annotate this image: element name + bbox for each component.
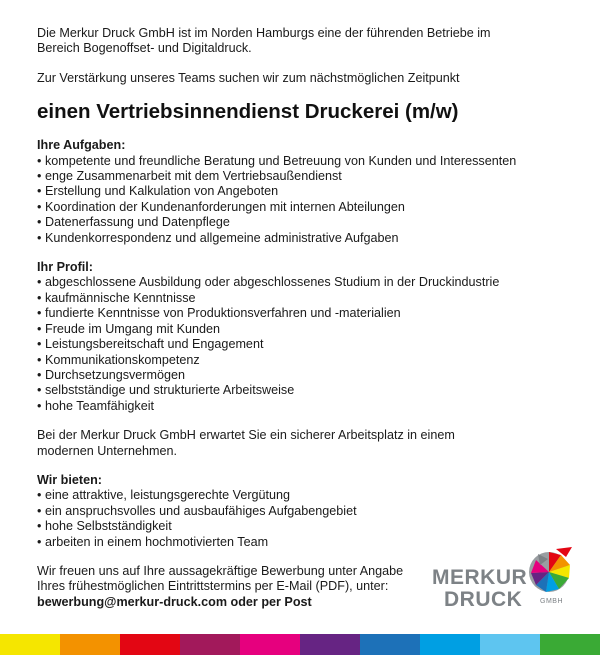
list-item: • Koordination der Kundenanforderungen mit internen Abteilungen [37, 199, 405, 214]
closing-line: Ihres frühestmöglichen Eintrittstermins per E-Mail (PDF), unter: [37, 579, 389, 594]
tasks-title: Ihre Aufgaben: [37, 138, 126, 153]
list-item: • Durchsetzungsvermögen [37, 367, 186, 382]
list-item: • kaufmännische Kenntnisse [37, 290, 196, 305]
application-email: bewerbung@merkur-druck.com oder per Post [37, 594, 312, 609]
list-item: • Erstellung und Kalkulation von Angeboten [37, 184, 279, 199]
color-stripe-segment [120, 634, 180, 655]
intro-line: Bereich Bogenoffset- und Digitaldruck. [37, 41, 252, 56]
color-stripe-segment [180, 634, 240, 655]
list-item: • Leistungsbereitschaft und Engagement [37, 337, 264, 352]
color-stripe-segment [480, 634, 540, 655]
list-item: • Datenerfassung und Datenpflege [37, 215, 230, 230]
logo-gmbh: GMBH [540, 598, 563, 605]
list-item: • Kundenkorrespondenz und allgemeine administrative Aufgaben [37, 230, 399, 245]
logo-mark-icon [526, 545, 574, 595]
color-stripe-segment [300, 634, 360, 655]
color-stripe-segment [540, 634, 600, 655]
color-stripe-segment [420, 634, 480, 655]
list-item: • selbstständige und strukturierte Arbeitsweise [37, 383, 295, 398]
profile-title: Ihr Profil: [37, 260, 93, 275]
tasks-list [37, 154, 577, 246]
merkur-druck-logo [428, 545, 578, 615]
color-stripe-segment [60, 634, 120, 655]
logo-word-druck: DRUCK [444, 588, 523, 611]
color-stripe-segment [240, 634, 300, 655]
list-item: • enge Zusammenarbeit mit dem Vertriebsaußendienst [37, 169, 342, 184]
list-item: • kompetente und freundliche Beratung und Betreuung von Kunden und Interessenten [37, 153, 517, 168]
list-item: • hohe Teamfähigkeit [37, 398, 154, 413]
list-item: • arbeiten in einem hochmotivierten Team [37, 534, 269, 549]
intro-paragraph [37, 26, 577, 57]
list-item: • hohe Selbstständigkeit [37, 519, 172, 534]
list-item: • ein anspruchsvolles und ausbaufähiges Aufgabengebiet [37, 503, 357, 518]
offer-title: Wir bieten: [37, 472, 102, 487]
intro-line: Die Merkur Druck GmbH ist im Norden Hamburgs eine der führenden Betriebe im [37, 26, 491, 40]
job-ad [37, 26, 577, 610]
list-item: • fundierte Kenntnisse von Produktionsverfahren und -materialien [37, 306, 401, 321]
list-item: • abgeschlossene Ausbildung oder abgeschlossenes Studium in der Druckindustrie [37, 275, 500, 290]
list-item: • Freude im Umgang mit Kunden [37, 321, 220, 336]
closing-line: Wir freuen uns auf Ihre aussagekräftige Bewerbung unter Angabe [37, 563, 404, 578]
profile-list [37, 275, 577, 414]
logo-word-merkur: MERKUR [432, 566, 528, 589]
job-title: einen Vertriebsinnendienst Druckerei (m/w) [37, 100, 459, 124]
recruiting-line: Zur Verstärkung unseres Teams suchen wir zum nächstmöglichen Zeitpunkt [37, 70, 460, 85]
list-item: • Kommunikationskompetenz [37, 352, 200, 367]
workplace-paragraph [37, 428, 577, 459]
color-stripe [0, 634, 600, 655]
offer-list [37, 488, 577, 550]
list-item: • eine attraktive, leistungsgerechte Vergütung [37, 488, 291, 503]
workplace-line: modernen Unternehmen. [37, 443, 178, 458]
color-stripe-segment [0, 634, 60, 655]
color-stripe-segment [360, 634, 420, 655]
workplace-line: Bei der Merkur Druck GmbH erwartet Sie ein sicherer Arbeitsplatz in einem [37, 428, 455, 443]
